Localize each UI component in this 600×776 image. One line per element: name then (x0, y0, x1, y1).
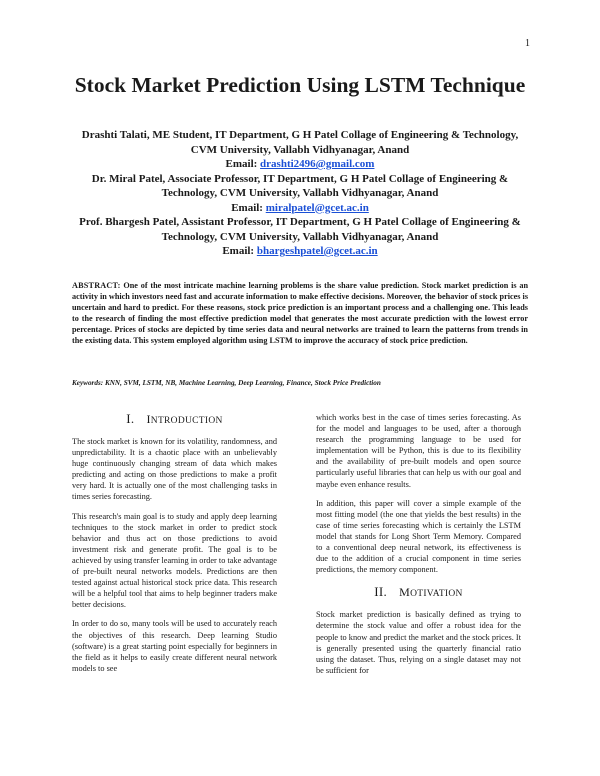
page-number: 1 (525, 38, 530, 49)
author-affiliation: Drashti Talati, ME Student, IT Department, G H Patel Collage of Engineering & Technology, CVM University, Vallabh Vidhyanagar, Anand (81, 129, 519, 156)
section-title-initial: M (399, 585, 411, 600)
right-column (316, 412, 521, 684)
section-title-rest: NTRODUCTION (150, 416, 223, 426)
author-affiliation: Prof. Bhargesh Patel, Assistant Professor, IT Department, G H Patel Collage of Engineering & Technology, CVM University, Vallabh Vidhyanagar, Anand (79, 216, 521, 243)
author-email-link[interactable]: miralpatel@gcet.ac.in (265, 201, 369, 214)
section-heading-introduction (72, 412, 277, 428)
body-paragraph: Stock market prediction is basically defined as trying to determine the stock value and offer a robust idea for the people to know and predict the market and the stock prices. It is generally presented using the quarterly financial ratio using the dataset. Thus, relying on a single dataset may not be sufficient for (316, 610, 521, 675)
section-number: I. (126, 411, 135, 426)
email-label: Email: (231, 201, 263, 214)
body-paragraph: In order to do so, many tools will be used to accurately reach the objectives of this research. Deep learning Studio (software) is a great starting point especially for beginners in the field as it helps to easily create different neural network models to see (72, 619, 277, 673)
body-paragraph: This research's main goal is to study and apply deep learning techniques to the stock market in order to predict stock behavior and thus act on those predictions to avoid investment risk and generate profit. The goal is to be achieved by using transfer learning in order to take advantage of pre-built neural networks models. Predictions are then tested against actual historical stock price data. This research will be a helpful tool that aims to help beginner traders make better decisions. (72, 511, 277, 610)
section-number: II. (374, 584, 388, 600)
author-affiliation: Dr. Miral Patel, Associate Professor, IT Department, G H Patel Collage of Engineering & Technology, CVM University, Vallabh Vidhyanagar, Anand (91, 172, 509, 199)
abstract-text: One of the most intricate machine learning problems is the share value prediction. Stock market prediction is an activity in which investors need fast and accurate information to make effective decisions. Moreover, the behavior of stock prices is uncertain and hard to predict. For these reasons, stock price prediction is an important process and a challenging one. This leads to the research of finding the most effective prediction model that generates the most accurate prediction with the lowest error percentage. Prices of stocks are depicted by time series data and neural networks are trained to learn the patterns from trends in the existing data. This system employed algorithm using LSTM to improve the accuracy of stock price prediction. (72, 281, 529, 345)
section-heading-motivation (316, 585, 521, 601)
paper-title: Stock Market Prediction Using LSTM Technique (74, 73, 526, 97)
author-email-line (70, 201, 530, 216)
author-email-link[interactable]: drashti2496@gmail.com (260, 158, 375, 170)
body-paragraph: The stock market is known for its volatility, randomness, and unpredictability. It is a chaotic place with an unbelievably huge continuously changing stream of data which makes predicting and acting on those predictions to make a profit very hard. It is actually one of the most challenging tasks in times series forecasting. (72, 437, 277, 502)
author-email-link[interactable]: bhargeshpatel@gcet.ac.in (256, 245, 378, 257)
email-label: Email: (222, 245, 255, 257)
email-label: Email: (225, 158, 258, 170)
abstract (72, 280, 528, 346)
author-block (70, 128, 530, 259)
section-title-initial: I (146, 412, 151, 426)
author-email-line (70, 157, 530, 172)
body-paragraph: which works best in the case of times series forecasting. As for the model and languages to be used, after a thorough research the programming language to be used for implementation will be Python, this is due to its flexibility and the availability of pre-built models and open source particularly useful libraries that can help us with our goal and maybe even enhance results. (316, 413, 521, 489)
abstract-label: ABSTRACT: (72, 281, 121, 290)
left-column (72, 412, 277, 682)
author-email-line (70, 244, 530, 259)
body-paragraph: In addition, this paper will cover a simple example of the most fitting model (the one that yields the best results) in the case of time series forecasting which is certainly the LSTM model that stands for Long Short Term Memory. Compared to a conventional deep neural network, its effectiveness is due to the addition of a crucial component in time series predictions, the memory component. (316, 498, 521, 575)
keywords: Keywords: KNN, SVM, LSTM, NB, Machine Learning, Deep Learning, Finance, Stock Price Prediction (72, 379, 381, 387)
section-title-rest: OTIVATION (410, 589, 463, 600)
